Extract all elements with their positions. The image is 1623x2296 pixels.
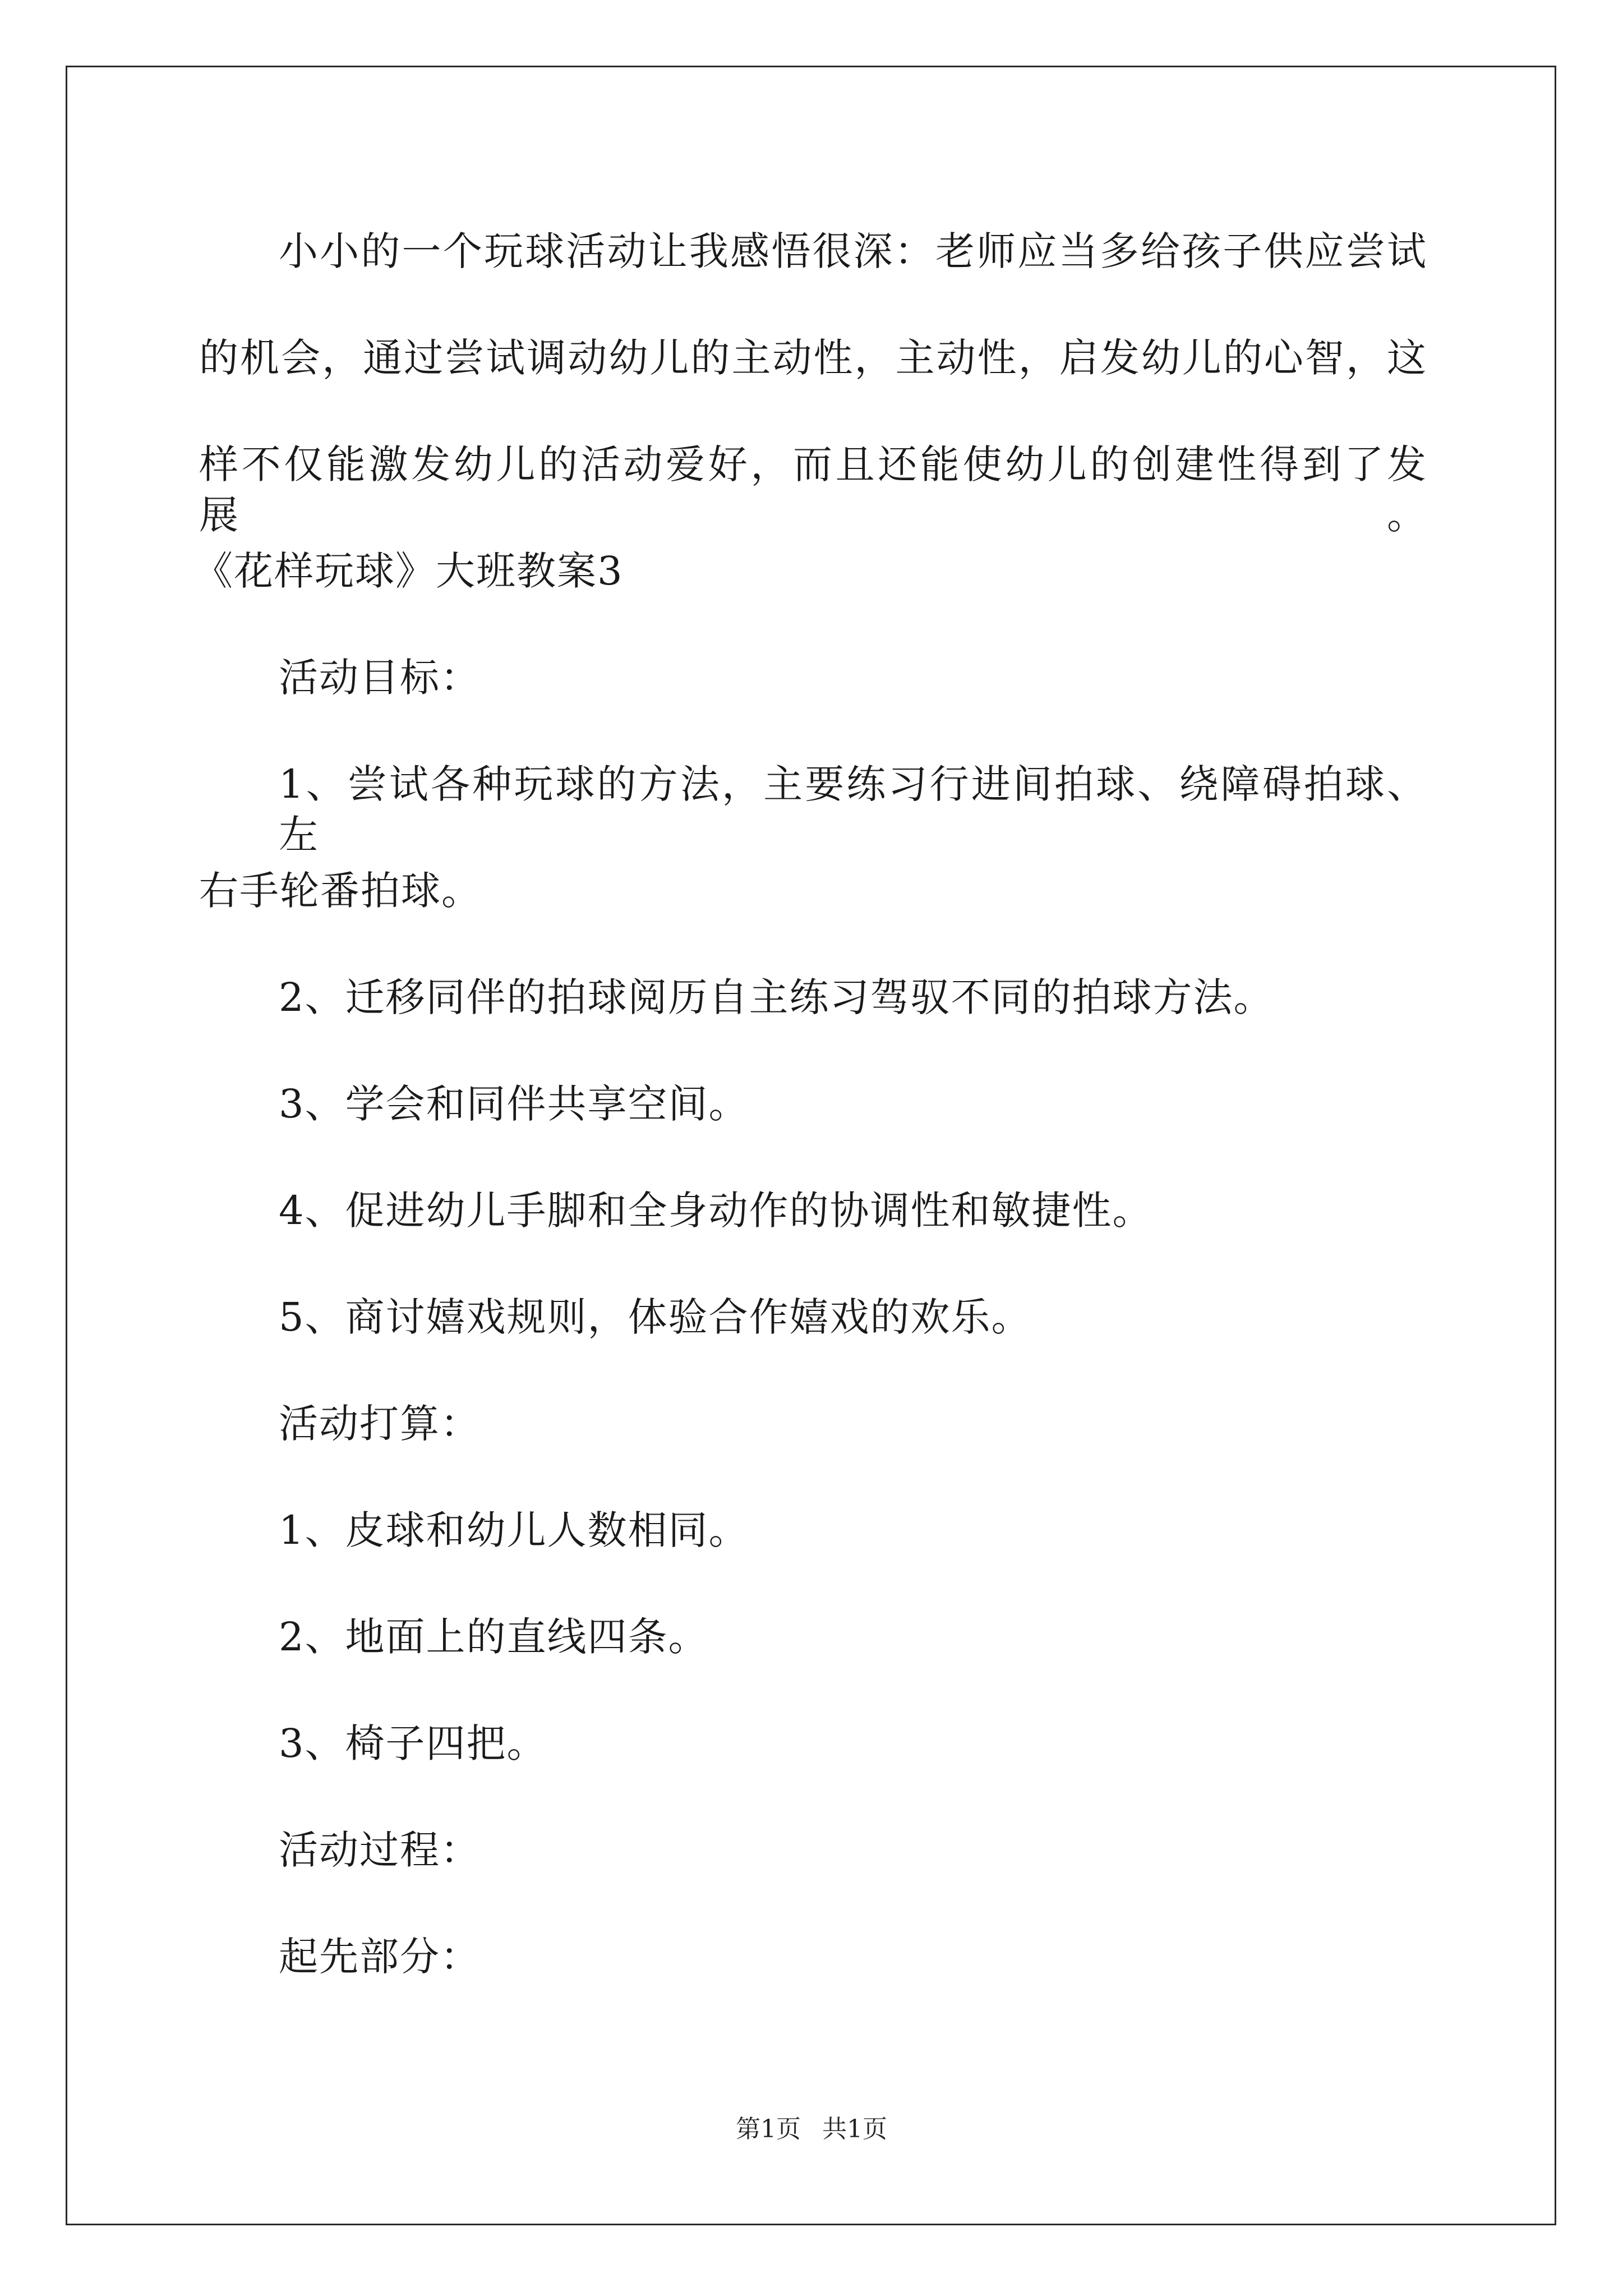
- process-heading: 活动过程：: [279, 1827, 481, 1873]
- goals-heading: 活动目标：: [279, 655, 481, 701]
- goal-item-2: 2、迁移同伴的拍球阅历自主练习驾驭不同的拍球方法。: [279, 974, 1274, 1020]
- preparation-item-3: 3、椅子四把。: [279, 1720, 547, 1766]
- page-total: 共1页: [822, 2115, 887, 2143]
- process-part-1: 起先部分：: [279, 1934, 481, 1980]
- goal-item-4: 4、促进幼儿手脚和全身动作的协调性和敏捷性。: [279, 1188, 1153, 1234]
- preparation-item-1: 1、皮球和幼儿人数相同。: [279, 1507, 749, 1553]
- reflection-line-1: 小小的一个玩球活动让我感悟很深：老师应当多给孩子供应尝试: [279, 228, 1427, 274]
- goal-item-1-line-1: 1、尝试各种玩球的方法，主要练习行进间拍球、绕障碍拍球、左: [279, 761, 1427, 858]
- goal-item-1-line-2: 右手轮番拍球。: [199, 868, 482, 914]
- reflection-line-2: 的机会，通过尝试调动幼儿的主动性，主动性，启发幼儿的心智，这: [199, 335, 1427, 381]
- page-footer: [0, 2113, 1623, 2146]
- goal-item-3: 3、学会和同伴共享空间。: [279, 1081, 749, 1127]
- section-title: 《花样玩球》大班教案3: [193, 548, 624, 594]
- preparation-item-2: 2、地面上的直线四条。: [279, 1614, 709, 1660]
- preparation-heading: 活动打算：: [279, 1401, 481, 1447]
- page-number: 第1页: [736, 2115, 801, 2143]
- goal-item-5: 5、商讨嬉戏规则，体验合作嬉戏的欢乐。: [279, 1294, 1032, 1340]
- page-border: [66, 66, 1556, 2225]
- reflection-line-3: 样不仅能激发幼儿的活动爱好，而且还能使幼儿的创建性得到了发展。: [199, 441, 1427, 538]
